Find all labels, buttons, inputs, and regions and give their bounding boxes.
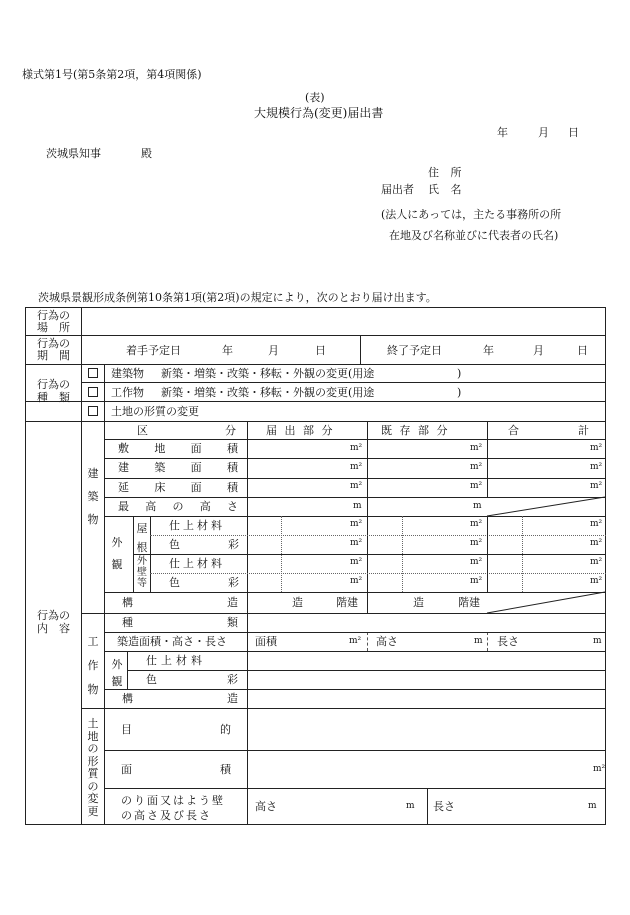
slope-height-word: 高さ [255,800,277,813]
unit-m2: m² [590,462,603,472]
row-label-content [26,609,81,635]
label-land-area: 面 積 [121,763,231,776]
end-date-label: 終了予定日 [387,344,442,357]
vertical-char: 工 [87,635,99,648]
row-label-line: 期 間 [37,349,70,362]
diagonal-max-height [487,497,605,516]
type-structure-close: ) [457,386,462,399]
dims-height-word: 高さ [376,635,398,648]
label-site-area: 敷 地 面 積 [118,442,238,455]
statement: 茨城県景観形成条例第10条第1項(第2項)の規定により，次のとおり届け出ます。 [38,291,437,304]
vertical-label-wall [135,556,149,589]
vertical-char: 更 [87,804,99,818]
label-dims: 築造面積・高さ・長さ [117,635,227,648]
structure-kaidate-2: 階建 [458,596,480,609]
slope-length-word: 長さ [433,800,455,813]
vertical-char: 等 [137,578,147,589]
notifier-label: 届出者 [381,183,414,196]
start-month-label: 月 [268,344,279,357]
vertical-label-roof [135,519,149,557]
honorific: 殿 [141,147,152,160]
vertical-label-exterior-2 [110,656,124,690]
dims-area-word: 面積 [255,635,277,648]
unit-m2: m² [350,481,363,491]
vertical-char: の [87,779,99,793]
label-slope-2: の高さ及び長さ [121,809,212,822]
unit-m2: m² [590,557,603,567]
end-month-label: 月 [533,344,544,357]
type-building-options: 新築・増築・改築・移転・外観の変更(用途 [161,367,375,380]
vertical-char: 屋 [136,522,148,535]
vertical-char: 土 [87,717,99,730]
vertical-char: 建 [87,467,99,480]
label-roof-color: 色 彩 [169,538,239,551]
label-structure-color: 色 彩 [146,673,238,686]
vertical-char: 観 [111,558,123,571]
label-structure-finish: 仕上材料 [146,654,206,667]
row-label-period [26,338,81,362]
dims-area-unit: m² [349,636,362,646]
unit-m2: m² [590,481,603,491]
vertical-label-land [86,718,100,818]
unit-m2: m² [350,443,363,453]
col-goukei-2: 計 [578,424,589,437]
row-label-line: 種 類 [37,391,70,404]
vertical-label-building [86,462,100,531]
vertical-char: 壁 [137,567,147,578]
row-label-line: 行為の [37,309,70,322]
vertical-char: 変 [87,792,99,805]
corp-note-line1: (法人にあっては，主たる事務所の所 [381,208,562,221]
vertical-char: 築 [87,490,99,503]
checkbox-land[interactable] [88,406,98,416]
label-wall-finish: 仕上材料 [169,557,225,570]
dims-length-word: 長さ [497,635,519,648]
checkbox-structure[interactable] [88,387,98,397]
vertical-char: 根 [136,541,148,554]
date-month-label: 月 [538,126,549,139]
start-date-label: 着手予定日 [126,344,181,357]
label-floor-area: 延 床 面 積 [118,481,238,494]
structure-zou-2: 造 [413,596,424,609]
date-year-label: 年 [497,126,508,139]
unit-m2: m² [470,443,483,453]
unit-m2: m² [470,519,483,529]
corp-note-line2: 在地及び名称並びに代表者の氏名) [389,229,559,242]
vertical-char: 地 [87,729,99,743]
date-day-label: 日 [568,126,579,139]
unit-m: m [353,501,362,511]
dims-length-unit: m [593,636,602,646]
unit-m2: m² [470,538,483,548]
end-year-label: 年 [483,344,494,357]
unit-m2: m² [350,462,363,472]
label-structure-kozo: 構 造 [122,692,238,705]
vertical-char: の [87,742,99,755]
structure-zou-1: 造 [292,596,303,609]
address-label: 住 所 [428,166,466,179]
vertical-char: 外 [137,556,147,567]
vertical-label-kosakubutsu [86,630,100,702]
diagonal-structure [487,592,605,613]
type-land-label: 土地の形質の変更 [111,405,199,418]
unit-m2: m² [590,443,603,453]
unit-m2: m² [590,538,603,548]
unit-m2: m² [470,557,483,567]
label-building-area: 建 築 面 積 [118,461,238,474]
addressee: 茨城県知事 [46,147,101,160]
vertical-char: 物 [87,683,99,696]
vertical-char: 作 [87,659,99,672]
col-kubun-1: 区 [137,424,148,437]
vertical-label-exterior [110,532,124,576]
row-label-type [26,378,81,404]
unit-m2: m² [350,576,363,586]
vertical-char: 外 [111,658,123,671]
label-wall-color: 色 彩 [169,576,239,589]
unit-m2: m² [350,519,363,529]
start-year-label: 年 [222,344,233,357]
row-label-line: 行為の [37,337,70,350]
label-purpose: 目 的 [121,723,231,736]
unit-m2: m² [590,519,603,529]
structure-kaidate-1: 階建 [336,596,358,609]
label-kind: 種 類 [122,616,238,629]
label-slope-1: のり面又はよう壁 [121,794,225,807]
type-structure-options: 新築・増築・改築・移転・外観の変更(用途 [161,386,375,399]
location-field[interactable] [82,308,605,335]
unit-m2: m² [470,481,483,491]
checkbox-building[interactable] [88,368,98,378]
row-label-line: 行為の [37,378,70,391]
page-title: 大規模行為(変更)届出書 [254,106,384,120]
label-max-height: 最 高 の 高 さ [118,500,238,513]
end-day-label: 日 [577,344,588,357]
label-roof-finish: 仕上材料 [169,519,225,532]
vertical-char: 質 [87,767,99,780]
vertical-char: 物 [87,513,99,526]
start-day-label: 日 [315,344,326,357]
vertical-char: 外 [111,536,123,549]
col-goukei-1: 合 [508,424,519,437]
type-building-label: 建築物 [111,367,144,380]
slope-length-unit: m [588,801,597,811]
unit-m2: m² [590,576,603,586]
dims-height-unit: m [474,636,483,646]
col-kison: 既 存 部 分 [381,424,450,437]
land-area-unit: m² [593,764,606,774]
name-label: 氏 名 [428,183,466,196]
row-label-location [26,310,81,334]
row-label-line: 内 容 [37,622,70,635]
col-todoke: 届 出 部 分 [266,424,335,437]
vertical-char: 観 [111,675,123,688]
unit-m2: m² [470,576,483,586]
label-structure: 構 造 [122,596,238,609]
unit-m2: m² [470,462,483,472]
unit-m: m [473,501,482,511]
row-label-line: 行為の [37,609,70,622]
slope-height-unit: m [406,801,415,811]
row-label-line: 場 所 [37,321,70,334]
side-label: (表) [305,91,325,104]
type-structure-label: 工作物 [111,386,144,399]
unit-m2: m² [350,557,363,567]
vertical-char: 形 [87,754,99,768]
unit-m2: m² [350,538,363,548]
form-number: 様式第1号(第5条第2項，第4項関係) [22,68,202,81]
type-building-close: ) [457,367,462,380]
col-kubun-2: 分 [225,424,236,437]
